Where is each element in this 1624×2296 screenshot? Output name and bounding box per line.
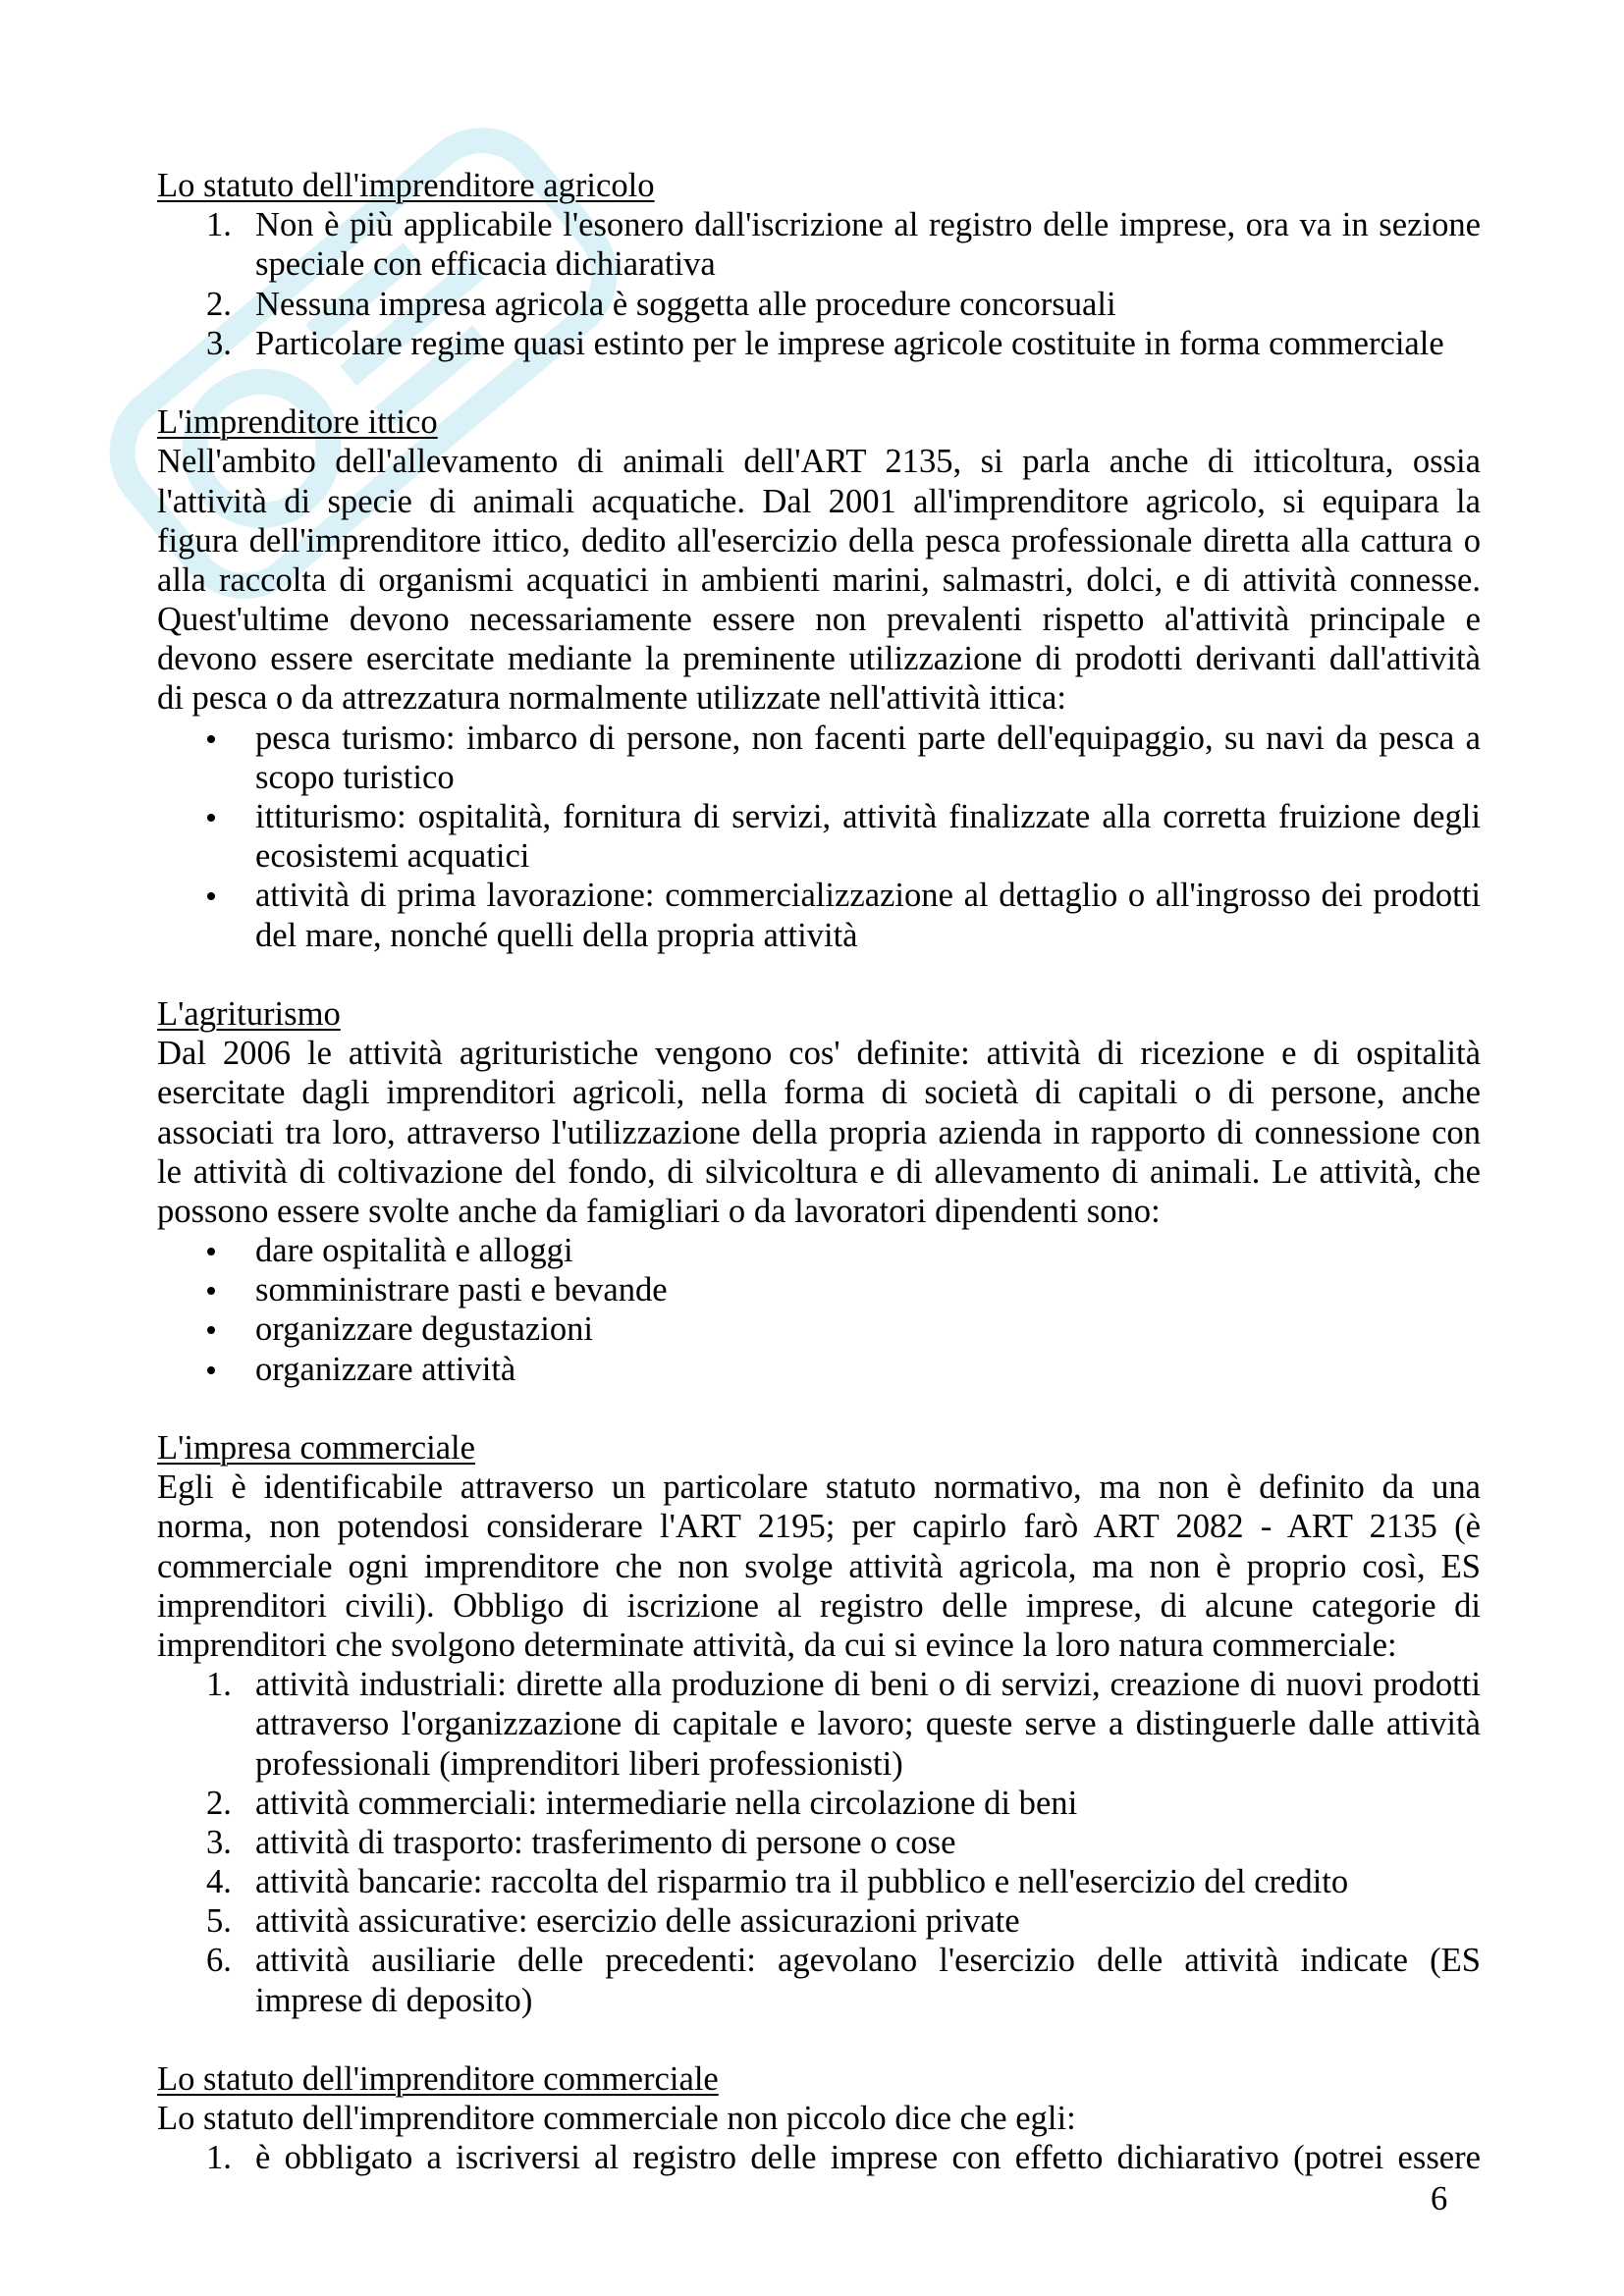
text-line: attività di prima lavorazione: commercializzazione al dettaglio o all'ingrosso dei prodotti — [255, 877, 1481, 915]
bulleted-list-item — [157, 719, 1481, 797]
section-statuto-imprenditore-agricolo — [157, 166, 1481, 363]
page-number: 6 — [1431, 2180, 1448, 2217]
section-heading: L'agriturismo — [157, 994, 341, 1033]
bulleted-list-item — [157, 876, 1481, 954]
bullet-icon — [207, 1326, 215, 1334]
bulleted-list-item — [157, 1231, 1481, 1270]
text-line: attività commerciali: intermediarie nella circolazione di beni — [255, 1784, 1078, 1822]
text-line: alla raccolta di organismi acquatici in ambienti marini, salmastri, dolci, e di attività connesse. — [157, 561, 1481, 599]
section-heading: Lo statuto dell'imprenditore commerciale — [157, 2060, 719, 2098]
text-line: imprese di deposito) — [255, 1981, 533, 2019]
list-number: 6. — [206, 1942, 232, 1980]
numbered-list-item — [157, 1823, 1481, 1862]
text-line: devono essere esercitate mediante la preminente utilizzazione di prodotti derivanti dall'attività — [157, 640, 1481, 678]
numbered-list-item — [157, 285, 1481, 324]
section-imprenditore-ittico — [157, 402, 1481, 955]
text-line: Lo statuto dell'imprenditore commerciale non piccolo dice che egli: — [157, 2100, 1076, 2138]
list-number: 4. — [206, 1863, 232, 1901]
list-number: 3. — [206, 324, 232, 362]
bulleted-list-item — [157, 1350, 1481, 1389]
bullet-icon — [207, 735, 215, 743]
numbered-list-item — [157, 324, 1481, 363]
text-line: professionali (imprenditori liberi professionisti) — [255, 1744, 903, 1783]
text-line: Quest'ultime devono necessariamente essere non prevalenti rispetto al'attività principale e — [157, 601, 1481, 639]
text-line: Particolare regime quasi estinto per le imprese agricole costituite in forma commerciale — [255, 324, 1444, 362]
bullet-icon — [207, 1287, 215, 1295]
bulleted-list-item — [157, 1270, 1481, 1309]
list-number: 1. — [206, 1666, 232, 1704]
bullet-icon — [207, 1248, 215, 1255]
text-line: Dal 2006 le attività agrituristiche vengono cos' definite: attività di ricezione e di ospitalità — [157, 1035, 1481, 1073]
numbered-list-item — [157, 1784, 1481, 1823]
text-line: Non è più applicabile l'esonero dall'iscrizione al registro delle imprese, ora va in sezione — [255, 206, 1481, 244]
text-line: di pesca o da attrezzatura normalmente utilizzate nell'attività ittica: — [157, 679, 1066, 718]
text-line: attività industriali: dirette alla produzione di beni o di servizi, creazione di nuovi prodotti — [255, 1666, 1481, 1704]
text-line: l'attività di specie di animali acquatiche. Dal 2001 all'imprenditore agricolo, si equipara la — [157, 482, 1481, 520]
text-column — [157, 166, 1481, 2178]
text-line: attività bancarie: raccolta del risparmio tra il pubblico e nell'esercizio del credito — [255, 1863, 1349, 1901]
text-line: esercitate dagli imprenditori agricoli, nella forma di società di capitali o di persone, anche — [157, 1074, 1481, 1112]
bulleted-list-item — [157, 1309, 1481, 1349]
section-agriturismo — [157, 994, 1481, 1389]
text-line: ittiturismo: ospitalità, fornitura di servizi, attività finalizzate alla corretta fruizione degli — [255, 798, 1481, 835]
text-line: attività di trasporto: trasferimento di persone o cose — [255, 1823, 956, 1861]
list-number: 1. — [206, 2139, 232, 2177]
numbered-list-item — [157, 1665, 1481, 1784]
text-line: Egli è identificabile attraverso un particolare statuto normativo, ma non è definito da una — [157, 1468, 1481, 1507]
bullet-icon — [207, 1366, 215, 1374]
section-impresa-commerciale — [157, 1428, 1481, 2020]
numbered-list-item — [157, 1862, 1481, 1901]
numbered-list-item — [157, 1901, 1481, 1941]
section-heading: Lo statuto dell'imprenditore agricolo — [157, 167, 655, 204]
text-line: imprenditori civili). Obbligo di iscrizione al registro delle imprese, di alcune categorie di — [157, 1586, 1481, 1625]
bulleted-list-item — [157, 797, 1481, 876]
text-line: commerciale ogni imprenditore che non svolge attività agricola, ma non è proprio così, ES — [157, 1547, 1481, 1585]
section-statuto-imprenditore-commerciale — [157, 2059, 1481, 2178]
text-line: Nell'ambito dell'allevamento di animali dell'ART 2135, si parla anche di itticoltura, ossia — [157, 443, 1481, 481]
text-line: figura dell'imprenditore ittico, dedito all'esercizio della pesca professionale diretta alla cattura o — [157, 521, 1481, 560]
paragraph — [157, 1468, 1481, 1665]
text-line: associati tra loro, attraverso l'utilizzazione della propria azienda in rapporto di connessione con — [157, 1113, 1481, 1151]
text-line: pesca turismo: imbarco di persone, non facenti parte dell'equipaggio, su navi da pesca a — [255, 719, 1481, 757]
section-heading: L'impresa commerciale — [157, 1429, 476, 1467]
list-number: 3. — [206, 1823, 232, 1861]
list-number: 2. — [206, 1784, 232, 1822]
text-line: scopo turistico — [255, 758, 455, 796]
list-number: 2. — [206, 285, 232, 323]
text-line: attraverso l'organizzazione di capitale e lavoro; queste serve a distinguerle dalle attività — [255, 1705, 1481, 1743]
list-number: 1. — [206, 206, 232, 244]
paragraph — [157, 442, 1481, 718]
text-line: attività ausiliarie delle precedenti: agevolano l'esercizio delle attività indicate (ES — [255, 1942, 1481, 1980]
text-line: imprenditori che svolgono determinate attività, da cui si evince la loro natura commerciale: — [157, 1626, 1397, 1664]
text-line: organizzare attività — [255, 1350, 516, 1388]
text-line: somministrare pasti e bevande — [255, 1271, 668, 1309]
text-line: Nessuna impresa agricola è soggetta alle procedure concorsuali — [255, 285, 1116, 323]
text-line: dare ospitalità e alloggi — [255, 1232, 573, 1270]
list-number: 5. — [206, 1902, 232, 1941]
paragraph — [157, 2099, 1481, 2138]
numbered-list-item — [157, 205, 1481, 284]
text-line: è obbligato a iscriversi al registro delle imprese con effetto dichiarativo (potrei essere — [255, 2139, 1481, 2177]
numbered-list-item — [157, 1941, 1481, 2019]
numbered-list-item — [157, 2138, 1481, 2177]
text-line: ecosistemi acquatici — [255, 837, 530, 876]
text-line: attività assicurative: esercizio delle assicurazioni private — [255, 1902, 1020, 1941]
section-heading: L'imprenditore ittico — [157, 403, 438, 442]
text-line: speciale con efficacia dichiarativa — [255, 245, 716, 284]
text-line: norma, non potendosi considerare l'ART 2195; per capirlo farò ART 2082 - ART 2135 (è — [157, 1508, 1481, 1546]
bullet-icon — [207, 814, 215, 822]
bullet-icon — [207, 892, 215, 900]
text-line: le attività di coltivazione del fondo, di silvicoltura e di allevamento di animali. Le attività, che — [157, 1152, 1481, 1191]
text-line: organizzare degustazioni — [255, 1310, 594, 1349]
text-line: del mare, nonché quelli della propria attività — [255, 916, 858, 954]
paragraph — [157, 1034, 1481, 1231]
text-line: possono essere svolte anche da famigliari o da lavoratori dipendenti sono: — [157, 1192, 1161, 1230]
